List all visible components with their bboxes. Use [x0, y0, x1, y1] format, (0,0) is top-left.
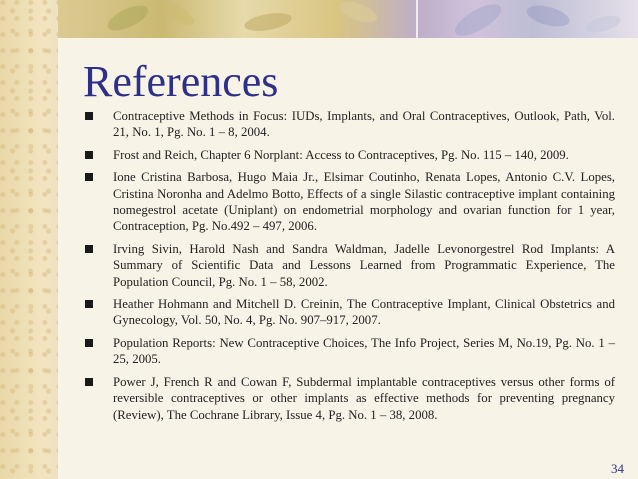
reference-text: Ione Cristina Barbosa, Hugo Maia Jr., Elsimar Coutinho, Renata Lopes, Antonio C.V. Lopes, Cristina Noronha and Adelmo Botto, Effects of a single Silastic contraceptive implant containing nomegestrol acetate (Uniplant) on endometrial morphology and ovarian function for 1 year, Contraception, Pg. No.492 – 497, 2006.	[113, 170, 615, 234]
reference-text: Frost and Reich, Chapter 6 Norplant: Access to Contraceptives, Pg. No. 115 – 140, 2009.	[113, 147, 569, 162]
reference-item	[85, 374, 615, 423]
reference-text: Power J, French R and Cowan F, Subdermal implantable contraceptives versus other forms of reversible contraceptives or other implants as effective methods for preventing pregnancy (Review), The Cochrane Library, Issue 4, Pg. No. 1 – 38, 2008.	[113, 374, 615, 422]
square-bullet-icon	[85, 300, 93, 308]
reference-text: Population Reports: New Contraceptive Choices, The Info Project, Series M, No.19, Pg. No. 1 – 25, 2005.	[113, 335, 615, 367]
reference-item	[85, 296, 615, 329]
square-bullet-icon	[85, 339, 93, 347]
reference-list	[85, 108, 615, 429]
square-bullet-icon	[85, 245, 93, 253]
reference-item	[85, 108, 615, 141]
page-number: 34	[611, 461, 624, 476]
slide-title: References	[83, 57, 279, 106]
reference-item	[85, 147, 615, 163]
square-bullet-icon	[85, 378, 93, 386]
decorative-side-strip	[0, 0, 58, 479]
reference-text: Contraceptive Methods in Focus: IUDs, Implants, and Oral Contraceptives, Outlook, Path, Vol. 21, No. 1, Pg. No. 1 – 8, 2004.	[113, 109, 615, 140]
square-bullet-icon	[85, 173, 93, 181]
reference-item	[85, 335, 615, 368]
reference-item	[85, 241, 615, 290]
reference-text: Heather Hohmann and Mitchell D. Creinin, The Contraceptive Implant, Clinical Obstetrics and Gynecology, Vol. 50, No. 4, Pg. No. 907–917, 2007.	[113, 297, 615, 328]
square-bullet-icon	[85, 112, 93, 120]
leaf-pattern-graphic	[58, 0, 638, 40]
square-bullet-icon	[85, 151, 93, 159]
reference-text: Irving Sivin, Harold Nash and Sandra Waldman, Jadelle Levonorgestrel Rod Implants: A Summary of Scientific Data and Lessons Learned from Programmatic Experience, The Population Council, Pg. No. 1 – 58, 2002.	[113, 241, 615, 289]
decorative-top-band	[58, 0, 638, 40]
reference-item	[85, 169, 615, 235]
